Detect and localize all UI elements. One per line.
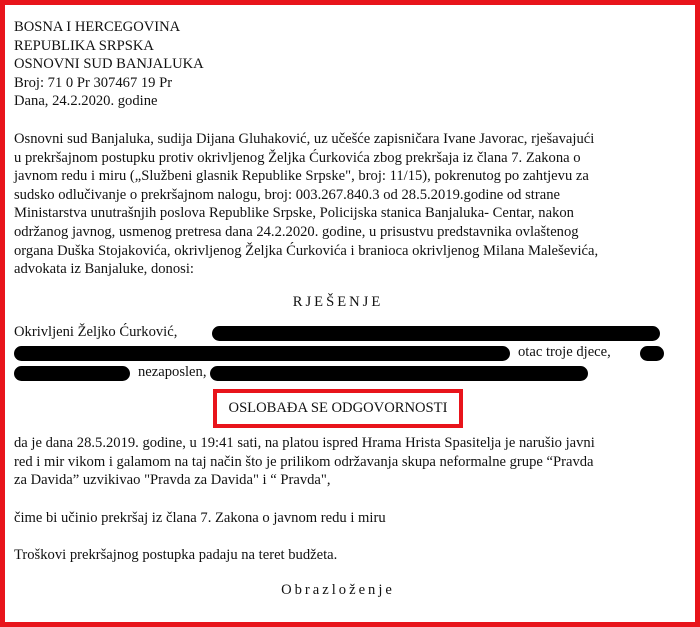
intro-line: u prekršajnom postupku protiv okrivljenog Željka Ćurkovića zbog prekršaja iz člana 7. Zakona o — [14, 149, 581, 166]
intro-line: održanog javnog, usmenog pretresa dana 24.2.2020. godine, u prisustvu predstavnika ovlaštenog — [14, 223, 579, 240]
intro-line: advokata iz Banjaluke, donosi: — [14, 261, 194, 278]
intro-line: Osnovni sud Banjaluka, sudija Dijana Gluhaković, uz učešće zapisničara Ivane Javorac, rješavajući — [14, 130, 595, 147]
intro-line: organa Duška Stojakovića, okrivljenog Željka Ćurkovića i branioca okrivljenog Milana Maleševića, — [14, 242, 599, 259]
offense-line: čime bi učinio prekršaj iz člana 7. Zakona o javnom redu i miru — [14, 509, 386, 526]
document-header — [14, 18, 662, 111]
court-line: OSNOVNI SUD BANJALUKA — [14, 56, 204, 73]
intro-line: sudsko odlučivanje o prekršajnom nalogu, broj: 003.267.840.3 od 28.5.2019.godine od strane — [14, 186, 560, 203]
decision-title: RJEŠENJE — [292, 293, 384, 310]
document-date: Dana, 24.2.2020. godine — [14, 93, 158, 110]
redaction-bar — [212, 326, 660, 341]
facts-line: red i mir vikom i galamom na taj način što je prilikom održavanja skupa neformalne grupe “Pravda — [14, 453, 594, 470]
intro-paragraph — [14, 130, 662, 279]
country-line: BOSNA I HERCEGOVINA — [14, 19, 181, 35]
facts-line: za Davida” uzvikivao "Pravda za Davida" i “ Pravda", — [14, 472, 331, 489]
accused-label: Okrivljeni Željko Ćurković, — [14, 324, 178, 341]
verdict-highlight: OSLOBAĐA SE ODGOVORNOSTI — [213, 389, 464, 428]
facts-paragraph — [14, 434, 662, 490]
facts-line: da je dana 28.5.2019. godine, u 19:41 sati, na platou ispred Hrama Hrista Spasitelja je narušio javni — [14, 434, 595, 451]
intro-line: javnom redu i miru („Službeni glasnik Republike Srpske", broj: 11/15), pokrenutog po zahtjevu za — [14, 168, 589, 185]
redaction-bar — [14, 366, 130, 381]
accused-line-1 — [14, 323, 662, 343]
redaction-bar — [640, 346, 664, 361]
accused-family: otac troje djece, — [518, 344, 611, 361]
redaction-bar — [14, 346, 510, 361]
accused-line-2 — [14, 343, 662, 363]
intro-line: Ministarstva unutrašnjih poslova Republike Srpske, Policijska stanica Banjaluka- Centar, nakon — [14, 205, 574, 222]
redaction-bar — [210, 366, 588, 381]
court-decision-document — [14, 18, 662, 599]
reasoning-title: Obrazloženje — [281, 581, 395, 598]
case-number: Broj: 71 0 Pr 307467 19 Pr — [14, 74, 173, 91]
costs-line: Troškovi prekršajnog postupka padaju na teret budžeta. — [14, 547, 338, 564]
entity-line: REPUBLIKA SRPSKA — [14, 37, 154, 54]
accused-occupation: nezaposlen, — [138, 364, 207, 381]
accused-line-3 — [14, 363, 662, 383]
